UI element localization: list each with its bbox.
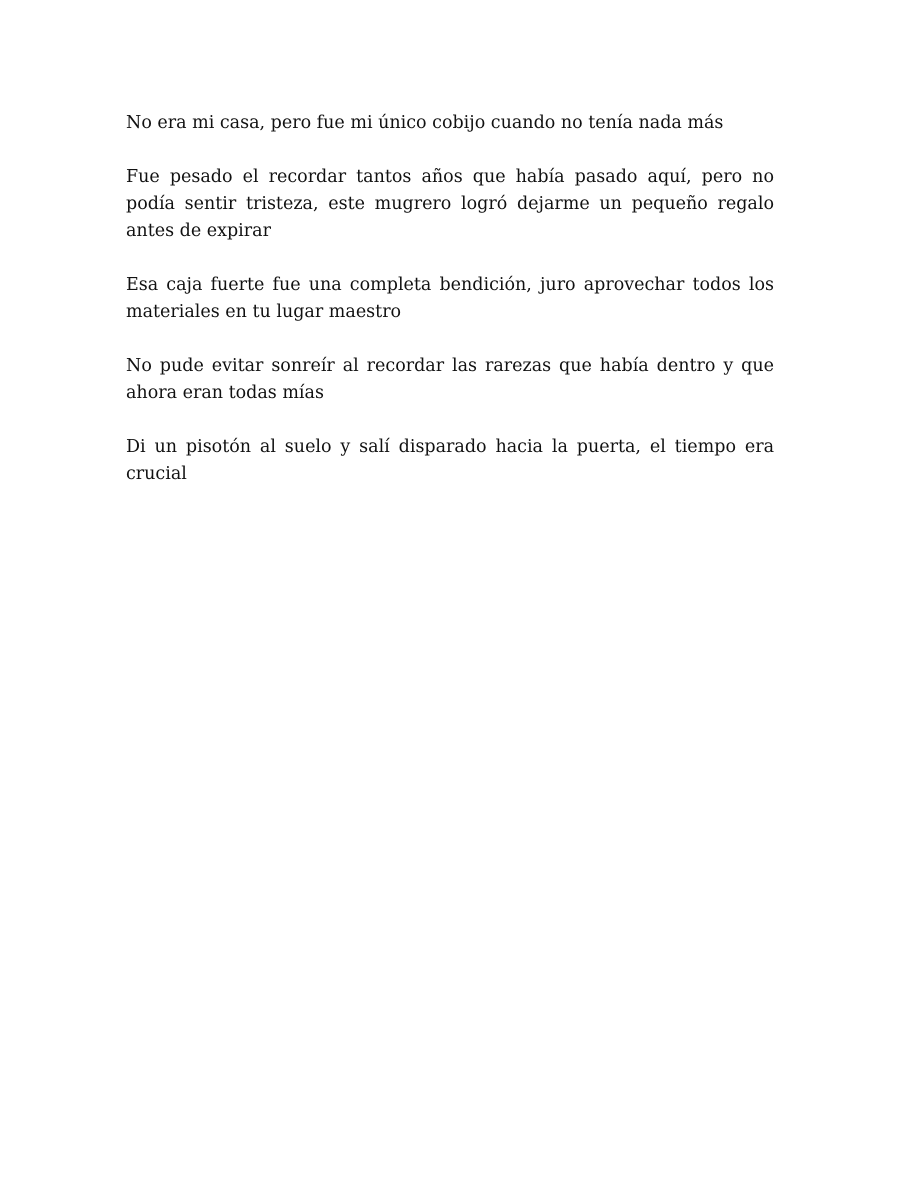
document-body [126,110,774,515]
paragraph: Fue pesado el recordar tantos años que había pasado aquí, pero no podía sentir tristeza, este mugrero logró dejarme un pequeño regalo antes de expirar [126,167,774,241]
paragraph: No era mi casa, pero fue mi único cobijo cuando no tenía nada más [126,113,724,133]
paragraph: Di un pisotón al suelo y salí disparado hacia la puerta, el tiempo era crucial [126,437,774,484]
paragraph: Esa caja fuerte fue una completa bendición, juro aprovechar todos los materiales en tu lugar maestro [126,275,774,322]
paragraph: No pude evitar sonreír al recordar las rarezas que había dentro y que ahora eran todas mías [126,356,774,403]
